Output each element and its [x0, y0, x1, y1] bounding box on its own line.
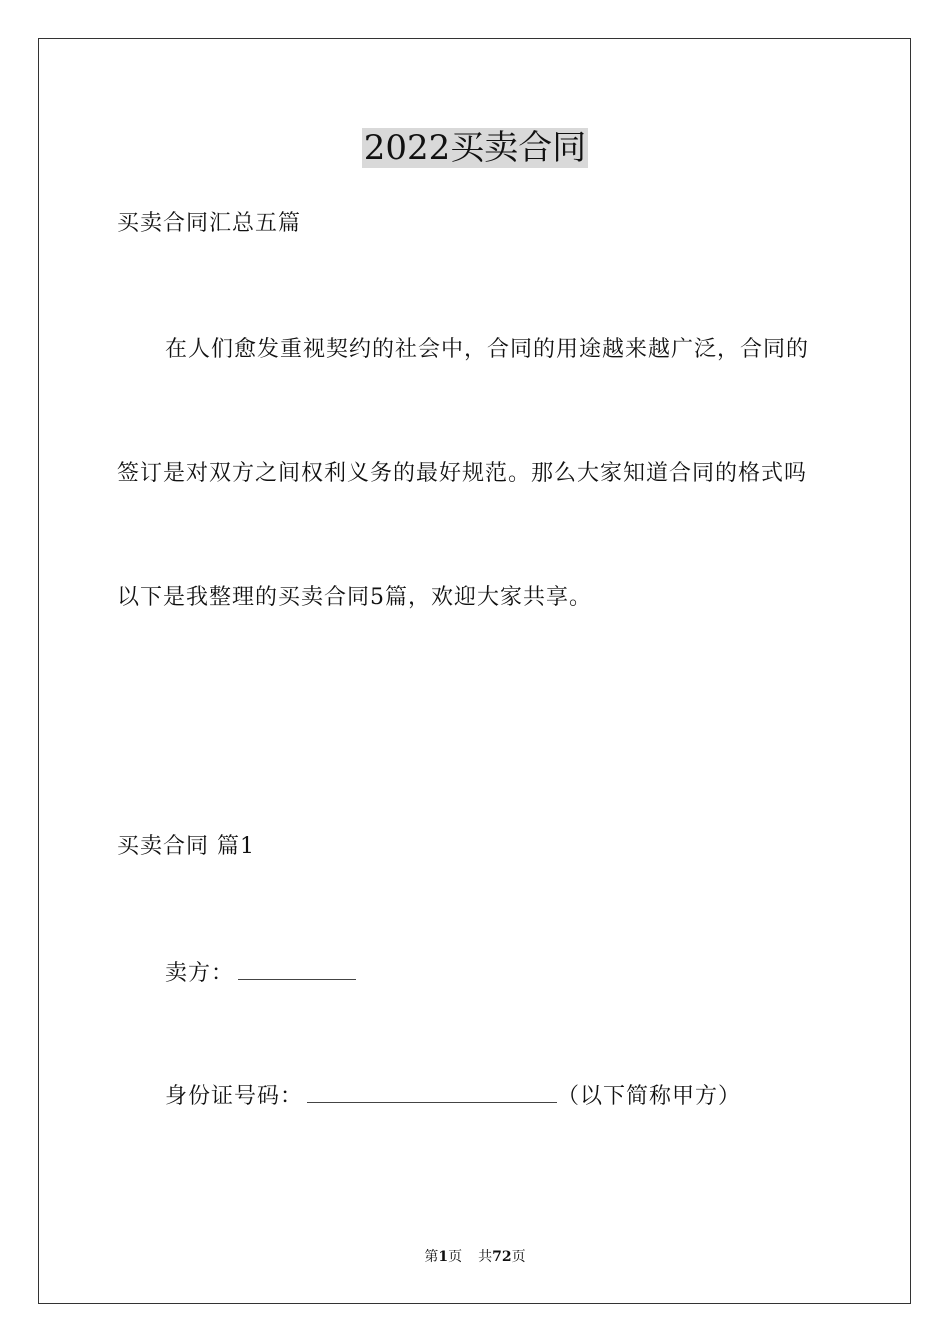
- page-footer: [0, 1248, 950, 1266]
- page-suffix: 页: [448, 1249, 463, 1265]
- id-number-line: [165, 1080, 741, 1112]
- intro-line-1: 在人们愈发重视契约的社会中，合同的用途越来越广泛，合同的: [165, 337, 810, 362]
- document-title-text: 2022买卖合同: [363, 128, 587, 168]
- intro-line-3: 以下是我整理的买卖合同5篇，欢迎大家共享。: [117, 585, 592, 610]
- page-prefix: 第: [424, 1249, 439, 1265]
- section-heading: 买卖合同 篇1: [117, 834, 255, 859]
- total-prefix: 共: [478, 1249, 493, 1265]
- document-subtitle: 买卖合同汇总五篇: [117, 211, 302, 236]
- seller-label: 卖方：: [165, 961, 235, 986]
- total-suffix: 页: [511, 1249, 526, 1265]
- page-number: 1: [438, 1249, 449, 1265]
- id-number-suffix: （以下简称甲方）: [557, 1084, 742, 1109]
- id-number-blank-field: [307, 1080, 557, 1103]
- seller-line: [165, 957, 356, 989]
- seller-blank-field: [238, 957, 356, 980]
- document-title: [0, 126, 950, 170]
- total-pages: 72: [492, 1249, 512, 1265]
- intro-line-2: 签订是对双方之间权利义务的最好规范。那么大家知道合同的格式吗: [117, 461, 808, 486]
- id-number-label: 身份证号码：: [165, 1084, 304, 1109]
